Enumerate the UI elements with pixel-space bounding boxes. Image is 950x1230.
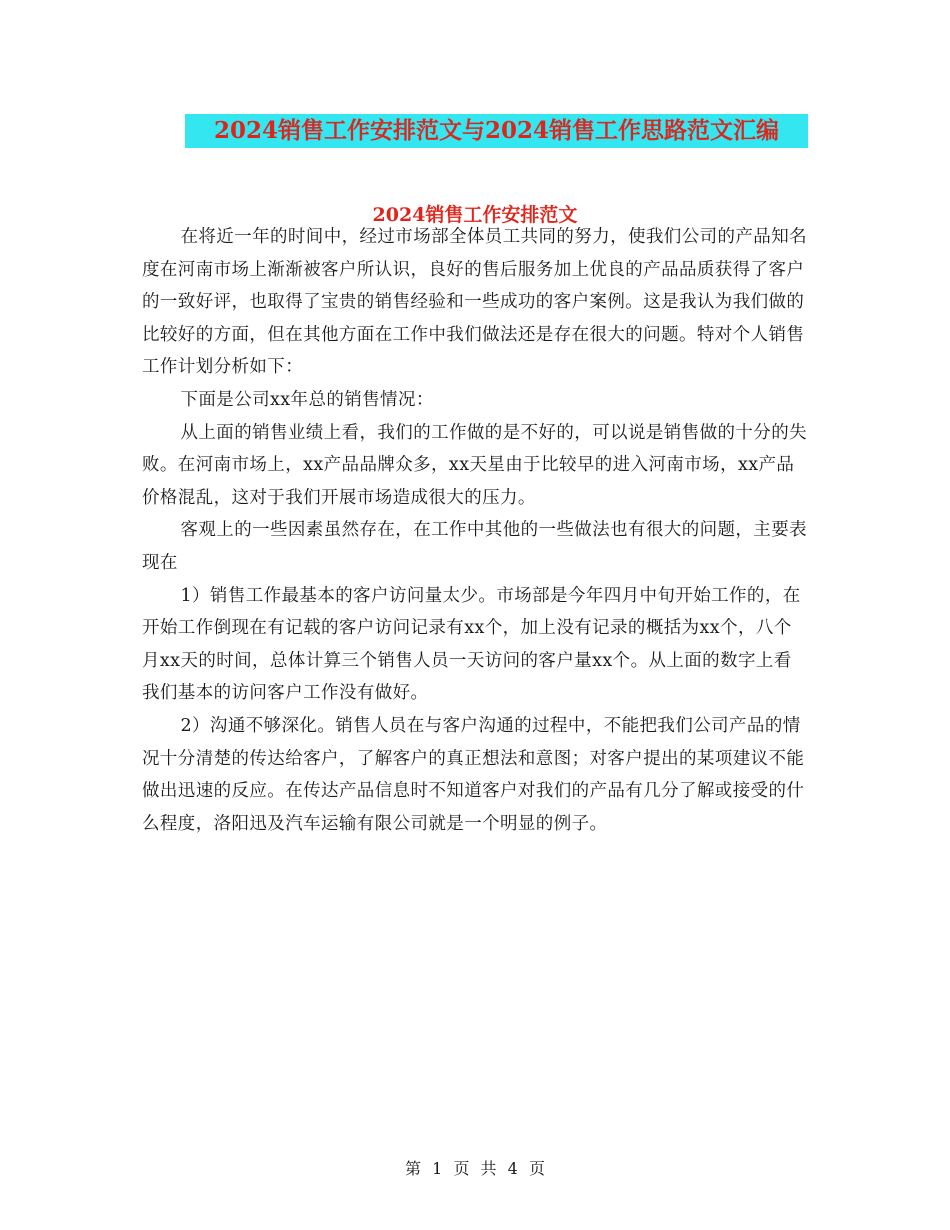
section-title: 2024销售工作安排范文 — [372, 204, 578, 226]
document-title: 2024销售工作安排范文与2024销售工作思路范文汇编 — [213, 117, 780, 144]
paragraph-intro: 在将近一年的时间中，经过市场部全体员工共同的努力，使我们公司的产品知名度在河南市场上渐渐被客户所认识，良好的售后服务加上优良的产品品质获得了客户的一致好评，也取得了宝贵的销售经验和一些成功的客户案例。这是我认为我们做的比较好的方面，但在其他方面在工作中我们做法还是存在很大的问题。特对个人销售工作计划分析如下： — [142, 227, 807, 378]
footer-total-pages: 4 — [507, 1159, 518, 1178]
footer-total-suffix: 页 — [528, 1159, 545, 1178]
footer-page-prefix: 第 — [405, 1159, 422, 1178]
footer-page-number: 1 — [432, 1159, 443, 1178]
paragraph-point-1: 1）销售工作最基本的客户访问量太少。市场部是今年四月中旬开始工作的，在开始工作倒现在有记载的客户访问记录有xx个，加上没有记录的概括为xx个，八个月xx天的时间，总体计算三个销售人员一天访问的客户量xx个。从上面的数字上看我们基本的访问客户工作没有做好。 — [142, 585, 801, 704]
document-title-highlight — [185, 114, 808, 148]
paragraph-sales-summary: 下面是公司xx年总的销售情况： — [180, 389, 434, 410]
document-body — [142, 221, 807, 840]
footer-page-mid: 页 — [453, 1159, 470, 1178]
page-footer — [0, 1156, 950, 1179]
footer-total-prefix: 共 — [480, 1159, 497, 1178]
paragraph-problems: 客观上的一些因素虽然存在，在工作中其他的一些做法也有很大的问题，主要表现在 — [142, 520, 807, 573]
paragraph-performance: 从上面的销售业绩上看，我们的工作做的是不好的，可以说是销售做的十分的失败。在河南市场上，xx产品品牌众多，xx天星由于比较早的进入河南市场，xx产品价格混乱，这对于我们开展市场造成很大的压力。 — [142, 422, 807, 508]
paragraph-point-2: 2）沟通不够深化。销售人员在与客户沟通的过程中，不能把我们公司产品的情况十分清楚的传达给客户，了解客户的真正想法和意图；对客户提出的某项建议不能做出迅速的反应。在传达产品信息时不知道客户对我们的产品有几分了解或接受的什么程度，洛阳迅及汽车运输有限公司就是一个明显的例子。 — [142, 715, 805, 834]
